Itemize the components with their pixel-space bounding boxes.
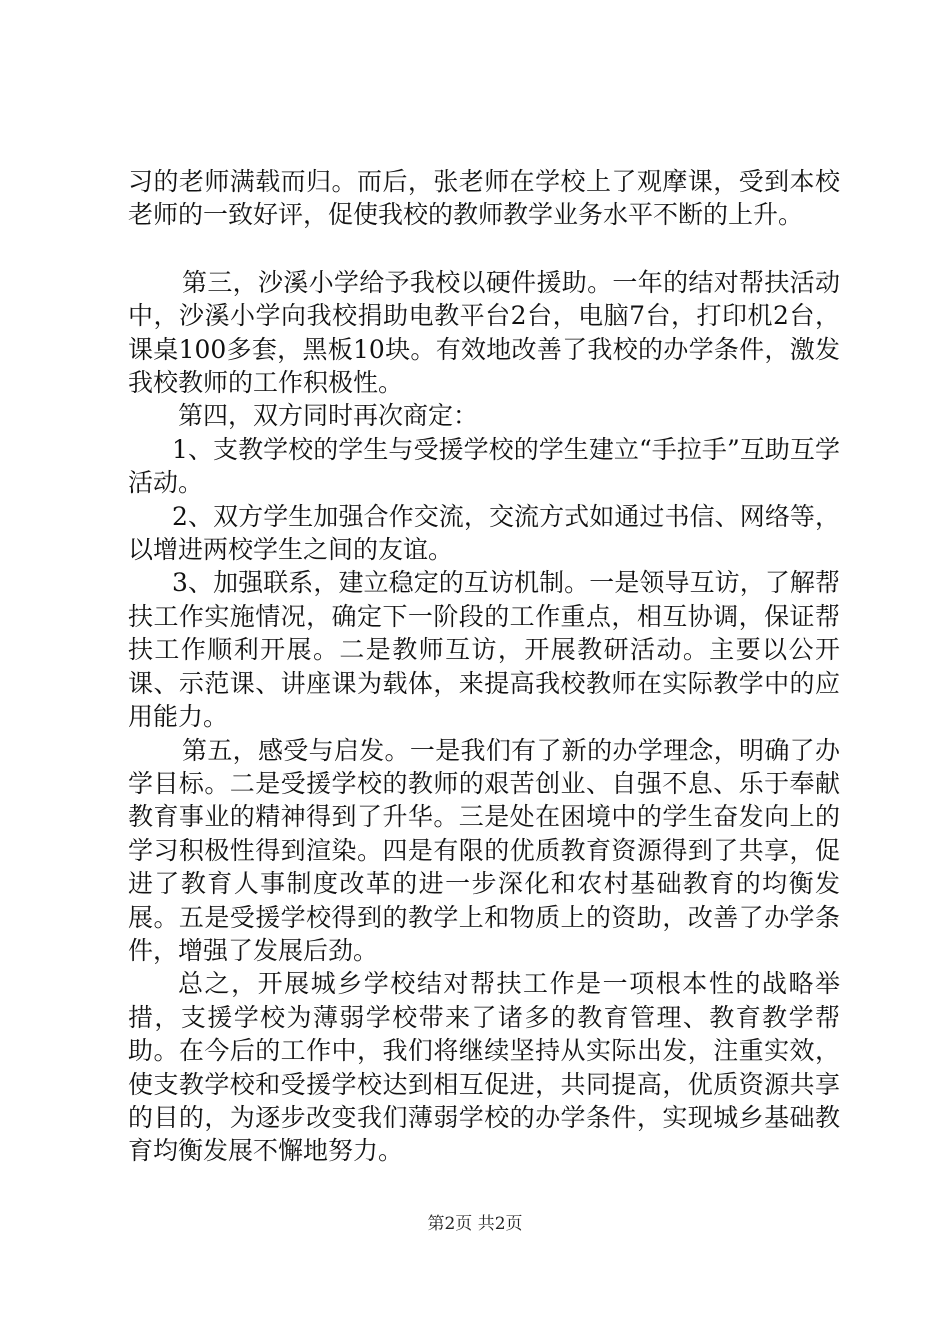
paragraph-continuation: 习的老师满载而归。而后，张老师在学校上了观摩课，受到本校老师的一致好评，促使我校的教师教学业务水平不断的上升。 bbox=[128, 167, 840, 230]
paragraph-item-1: 1、支教学校的学生与受援学校的学生建立“手拉手”互助互学活动。 bbox=[128, 434, 840, 498]
paragraph-fourth-point: 第四，双方同时再次商定： bbox=[178, 401, 479, 431]
document-body bbox=[128, 165, 840, 1168]
paragraph-conclusion: 总之，开展城乡学校结对帮扶工作是一项根本性的战略举措，支援学校为薄弱学校带来了诸多的教育管理、教育教学帮助。在今后的工作中，我们将继续坚持从实际出发，注重实效，使支教学校和受援学校达到相互促进，共同提高，优质资源共享的目的，为逐步改变我们薄弱学校的办学条件，实现城乡基础教育均衡发展不懈地努力。 bbox=[128, 969, 840, 1166]
paragraph-item-2: 2、双方学生加强合作交流，交流方式如通过书信、网络等，以增进两校学生之间的友谊。 bbox=[128, 501, 840, 565]
paragraph-third-point: 第三，沙溪小学给予我校以硬件援助。一年的结对帮扶活动中，沙溪小学向我校捐助电教平台2台，电脑7台，打印机2台，课桌100多套，黑板10块。有效地改善了我校的办学条件，激发我校教师的工作积极性。 bbox=[128, 267, 840, 398]
paragraph-fifth-point: 第五，感受与启发。一是我们有了新的办学理念，明确了办学目标。二是受援学校的教师的艰苦创业、自强不息、乐于奉献教育事业的精神得到了升华。三是处在困境中的学生奋发向上的学习积极性得到渲染。四是有限的优质教育资源得到了共享，促进了教育人事制度改革的进一步深化和农村基础教育的均衡发展。五是受援学校得到的教学上和物质上的资助，改善了办学条件，增强了发展后劲。 bbox=[128, 735, 840, 965]
paragraph-item-3: 3、加强联系，建立稳定的互访机制。一是领导互访，了解帮扶工作实施情况，确定下一阶段的工作重点，相互协调，保证帮扶工作顺利开展。二是教师互访，开展教研活动。主要以公开课、示范课、讲座课为载体，来提高我校教师在实际教学中的应用能力。 bbox=[128, 568, 840, 732]
page-number-footer: 第2页 共2页 bbox=[427, 1214, 523, 1234]
